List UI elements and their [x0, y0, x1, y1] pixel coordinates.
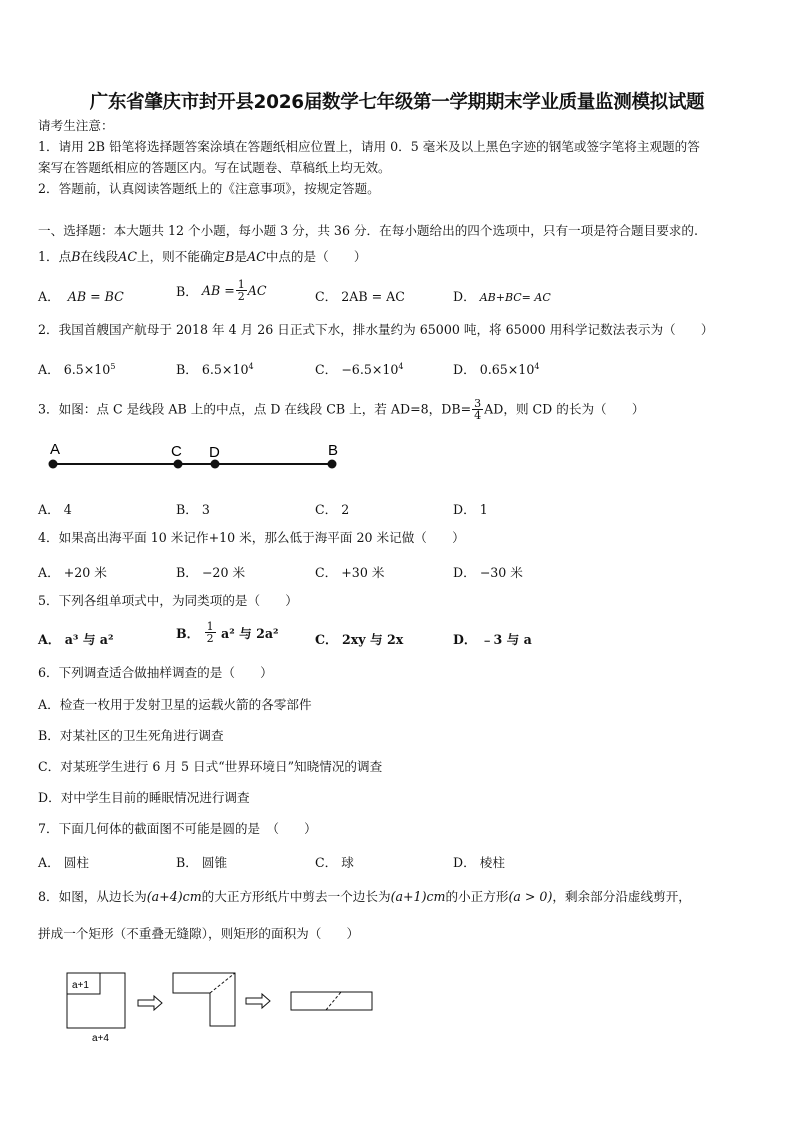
q3-option-b	[176, 499, 210, 518]
option-label: C．	[315, 632, 338, 647]
option-label: A．	[38, 502, 60, 517]
q5-option-d	[453, 629, 532, 648]
q6-option-d: D．对中学生目前的睡眠情况进行调查	[38, 790, 250, 805]
option-value: 棱柱	[479, 855, 505, 870]
option-label: B．	[176, 565, 198, 580]
option-label: D．	[453, 632, 477, 647]
fraction-denominator: 2	[206, 632, 214, 645]
question-7-stem: 7．下面几何体的截面图不可能是圆的是 （ ）	[38, 821, 317, 836]
option-label: D．	[453, 289, 476, 304]
q7-option-d	[453, 852, 505, 871]
option-label: D．	[453, 855, 476, 870]
q1-option-b	[176, 279, 267, 302]
option-label: B．	[176, 362, 198, 377]
q3-option-a	[38, 499, 72, 518]
cut-line	[210, 973, 235, 993]
fraction-numerator: 1	[206, 620, 214, 633]
q1-option-d	[453, 286, 551, 305]
option-label: A．	[38, 632, 61, 647]
q2-option-b	[176, 359, 254, 378]
q6-option-b: B．对某社区的卫生死角进行调查	[38, 728, 224, 743]
q6-option-c: C．对某班学生进行 6 月 5 日式“世界环境日”知晓情况的调查	[38, 759, 383, 774]
arrow-right-icon	[138, 996, 162, 1010]
option-label: D．	[453, 362, 476, 377]
fraction	[205, 621, 216, 644]
option-label: C．	[315, 362, 338, 377]
fraction-numerator: 1	[237, 278, 245, 291]
q1-text: 在线段	[80, 249, 119, 264]
q8-text: 的小正方形	[445, 889, 509, 904]
option-value: a² 与 2a²	[221, 626, 279, 641]
notice-line-1b: 案写在答题纸相应的答题区内。写在试题卷、草稿纸上均无效。	[38, 160, 391, 175]
option-value: 1	[479, 502, 488, 517]
option-label: B．	[176, 502, 198, 517]
option-value: 0.65×10	[479, 362, 535, 377]
point-b-label: B	[328, 442, 339, 459]
notice-heading: 请考生注意：	[38, 118, 114, 133]
notice-line-1a: 1．请用 2B 铅笔将选择题答案涂填在答题纸相应位置上，请用 0．5 毫米及以上黑色字迹的钢笔或签字笔将主观题的答	[38, 139, 700, 154]
q1-option-c	[315, 286, 405, 305]
q1-math: AC	[118, 249, 137, 264]
question-3-stem	[38, 398, 644, 421]
exponent: 4	[248, 361, 254, 371]
option-value: AC	[247, 283, 267, 298]
option-value: 圆锥	[201, 855, 228, 870]
option-label: A．	[38, 855, 60, 870]
q4-option-a	[38, 562, 107, 581]
page-title: 广东省肇庆市封开县2026届数学七年级第一学期期末学业质量监测模拟试题	[89, 92, 705, 113]
fraction	[236, 279, 247, 302]
exponent: 4	[534, 361, 540, 371]
option-label: C．	[315, 289, 338, 304]
arrow-right-icon	[246, 994, 270, 1008]
q7-option-b	[176, 852, 227, 871]
option-value: 6.5×10	[63, 362, 111, 377]
question-1-stem	[38, 248, 366, 266]
point-b	[328, 460, 337, 469]
point-a	[49, 460, 58, 469]
q3-option-d	[453, 499, 488, 518]
option-label: B．	[176, 626, 200, 641]
option-value: 3	[201, 502, 210, 517]
l-shape	[173, 973, 235, 1026]
small-side-label: a+1	[72, 980, 89, 991]
q6-option-a: A．检查一枚用于发射卫星的运载火箭的各零部件	[38, 697, 312, 712]
option-label: C．	[315, 855, 338, 870]
option-value: 2xy 与 2x	[342, 632, 404, 647]
q8-text: 的大正方形纸片中剪去一个边长为	[201, 889, 391, 904]
q5-option-c	[315, 629, 403, 648]
result-rectangle	[291, 992, 372, 1010]
option-value: 球	[341, 855, 354, 870]
q8-math: (a+1)cm	[390, 889, 446, 904]
q4-option-d	[453, 562, 523, 581]
point-c	[174, 460, 183, 469]
option-label: A．	[38, 289, 60, 304]
option-value: AB+BC= AC	[479, 291, 551, 304]
q5-option-a	[38, 629, 113, 648]
option-value: −30 米	[479, 565, 523, 580]
question-4-stem: 4．如果高出海平面 10 米记作+10 米，那么低于海平面 20 米记做（ ）	[38, 530, 465, 545]
point-d-label: D	[209, 444, 220, 461]
fraction-numerator: 3	[474, 397, 482, 410]
segment-figure	[40, 438, 350, 480]
q1-math: AC	[247, 249, 266, 264]
question-2-stem: 2．我国首艘国产航母于 2018 年 4 月 26 日正式下水，排水量约为 65000 吨，将 65000 用科学记数法表示为（ ）	[38, 322, 714, 337]
q3-text: AD，则 CD 的长为（ ）	[484, 401, 645, 417]
big-side-label: a+4	[92, 1033, 109, 1044]
option-value: 4	[63, 502, 72, 517]
joint-line	[326, 992, 341, 1010]
q7-option-a	[38, 852, 89, 871]
q1-math: B	[71, 249, 81, 264]
option-label: A．	[38, 362, 60, 377]
q1-option-a	[38, 286, 124, 305]
option-value: a³ 与 a²	[64, 632, 114, 647]
q2-option-a	[38, 359, 115, 378]
option-value: −20 米	[201, 565, 246, 580]
q8-math: (a+4)cm	[146, 889, 202, 904]
q3-option-c	[315, 499, 349, 518]
question-8-stem-line2: 拼成一个矩形（不重叠无缝隙），则矩形的面积为（ ）	[38, 926, 360, 941]
option-value: AB = BC	[67, 289, 124, 304]
q2-option-d	[453, 359, 539, 378]
point-a-label: A	[50, 441, 61, 458]
notice-line-2: 2．答题前，认真阅读答题纸上的《注意事项》，按规定答题。	[38, 181, 380, 196]
q1-text: 是	[234, 249, 247, 264]
q5-option-b	[176, 621, 279, 644]
exponent: 5	[110, 361, 116, 371]
q8-text: 8．如图，从边长为	[38, 889, 147, 904]
option-label: D．	[453, 565, 476, 580]
option-value: −6.5×10	[341, 362, 399, 377]
option-value: AB =	[201, 283, 235, 298]
q7-option-c	[315, 852, 354, 871]
fraction-denominator: 2	[237, 290, 245, 303]
q3-text: 3．如图：点 C 是线段 AB 上的中点，点 D 在线段 CB 上，若 AD=8，DB=	[38, 401, 472, 417]
option-value: 2AB = AC	[341, 289, 405, 304]
section-heading: 一、选择题：本大题共 12 个小题，每小题 3 分，共 36 分．在每小题给出的四个选项中，只有一项是符合题目要求的.	[38, 223, 698, 238]
option-label: D．	[453, 502, 476, 517]
option-value: 2	[341, 502, 350, 517]
q4-option-b	[176, 562, 245, 581]
exponent: 4	[398, 361, 404, 371]
q1-text: 中点的是（ ）	[265, 249, 367, 264]
q1-text: 1．点	[38, 249, 72, 264]
option-label: B．	[176, 855, 198, 870]
option-label: B．	[176, 284, 198, 299]
option-label: A．	[38, 565, 60, 580]
cut-paper-figure	[60, 968, 390, 1046]
option-label: C．	[315, 565, 338, 580]
point-c-label: C	[171, 443, 182, 460]
fraction-denominator: 4	[474, 409, 482, 422]
question-6-stem: 6．下列调查适合做抽样调查的是（ ）	[38, 665, 273, 680]
q8-text: ，剩余部分沿虚线剪开，	[552, 889, 691, 904]
option-value: ﹣3 与 a	[480, 632, 532, 647]
option-value: +30 米	[341, 565, 385, 580]
option-label: C．	[315, 502, 338, 517]
fraction	[472, 398, 483, 421]
question-5-stem: 5．下列各组单项式中，为同类项的是（ ）	[38, 593, 298, 608]
q2-option-c	[315, 359, 404, 378]
option-value: 圆柱	[63, 855, 89, 870]
question-8-stem	[38, 888, 691, 906]
option-value: 6.5×10	[201, 362, 249, 377]
q1-text: 上，则不能确定	[136, 249, 226, 264]
q8-math: (a > 0)	[508, 889, 553, 904]
q4-option-c	[315, 562, 384, 581]
q1-math: B	[225, 249, 235, 264]
option-value: +20 米	[63, 565, 107, 580]
